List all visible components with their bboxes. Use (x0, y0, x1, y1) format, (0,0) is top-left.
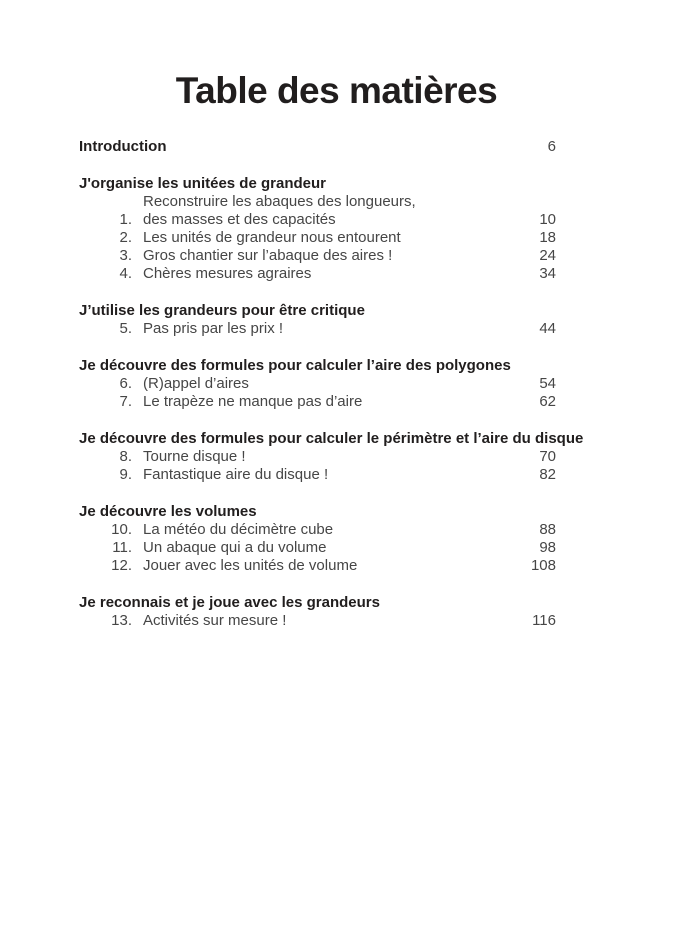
item-number: 4. (119, 265, 132, 282)
section-heading (79, 594, 556, 612)
page-number: 98 (539, 539, 556, 556)
section-heading-label: J'organise les unitées de grandeur (79, 175, 326, 192)
item-title (143, 193, 531, 229)
section-heading (79, 430, 584, 448)
toc-item (79, 193, 556, 229)
item-title: (R)appel d’aires (143, 375, 249, 392)
item-title: Fantastique aire du disque ! (143, 466, 329, 483)
toc-item (79, 539, 556, 557)
item-title: Gros chantier sur l’abaque des aires ! (143, 247, 393, 264)
item-number: 13. (111, 612, 132, 629)
item-title: Les unités de grandeur nous entourent (143, 229, 401, 246)
item-number: 8. (119, 448, 132, 465)
item-number: 3. (119, 247, 132, 264)
page-number: 18 (539, 229, 556, 246)
toc-item (79, 521, 556, 539)
toc-item (79, 612, 556, 630)
item-title: Activités sur mesure ! (143, 612, 287, 629)
item-number: 10. (111, 521, 132, 538)
item-number: 12. (111, 557, 132, 574)
page-number: 82 (539, 466, 556, 483)
toc-section-je-joue-avec-les-grandeurs (79, 594, 556, 630)
page-number: 44 (539, 320, 556, 337)
section-heading-label: Je découvre des formules pour calculer l’aire des polygones (79, 357, 511, 374)
page-number: 54 (539, 375, 556, 392)
item-number: 2. (119, 229, 132, 246)
item-title-line: Reconstruire les abaques des longueurs, (143, 193, 416, 210)
item-number: 7. (119, 393, 132, 410)
item-title: Le trapèze ne manque pas d’aire (143, 393, 363, 410)
page-number: 88 (539, 521, 556, 538)
page-number: 10 (539, 211, 556, 228)
toc-entry-introduction (79, 138, 556, 156)
toc-item (79, 229, 556, 247)
toc-item (79, 557, 556, 575)
item-number: 1. (119, 211, 132, 228)
item-number: 6. (119, 375, 132, 392)
page-number: 70 (539, 448, 556, 465)
item-title: Tourne disque ! (143, 448, 246, 465)
toc-item (79, 265, 556, 283)
section-heading (79, 357, 556, 375)
item-title: Chères mesures agraires (143, 265, 312, 282)
item-number: 9. (119, 466, 132, 483)
toc-item (79, 448, 556, 466)
item-title: La météo du décimètre cube (143, 521, 334, 538)
toc-item (79, 247, 556, 265)
item-title-line: des masses et des capacités (143, 211, 336, 228)
item-title: Un abaque qui a du volume (143, 539, 327, 556)
page-number: 6 (547, 138, 556, 155)
toc-item (79, 466, 556, 484)
toc-item (79, 393, 556, 411)
page-number: 116 (532, 612, 556, 629)
page-number: 108 (530, 557, 556, 574)
section-heading-label: J’utilise les grandeurs pour être critique (79, 302, 365, 319)
section-heading (79, 175, 556, 193)
section-heading-label: Je découvre les volumes (79, 503, 257, 520)
section-heading (79, 302, 556, 320)
table-of-contents (0, 138, 673, 630)
toc-section-aire-polygones (79, 357, 556, 411)
toc-section-unites-de-grandeur (79, 175, 556, 283)
toc-item (79, 320, 556, 338)
toc-item (79, 375, 556, 393)
section-heading-label: Je découvre des formules pour calculer le périmètre et l’aire du disque (79, 430, 584, 447)
toc-section-perimetre-aire-disque (79, 430, 584, 484)
section-heading-label: Je reconnais et je joue avec les grandeurs (79, 594, 380, 611)
page-number: 24 (539, 247, 556, 264)
item-number: 11. (112, 539, 132, 556)
item-title: Pas pris par les prix ! (143, 320, 284, 337)
page-title: Table des matières (175, 70, 498, 111)
page-number: 62 (539, 393, 556, 410)
page-number: 34 (539, 265, 556, 282)
item-title: Jouer avec les unités de volume (143, 557, 358, 574)
toc-section-volumes (79, 503, 556, 575)
introduction-label: Introduction (79, 138, 167, 155)
section-heading (79, 503, 556, 521)
item-number: 5. (119, 320, 132, 337)
toc-section-grandeurs-critique (79, 302, 556, 338)
